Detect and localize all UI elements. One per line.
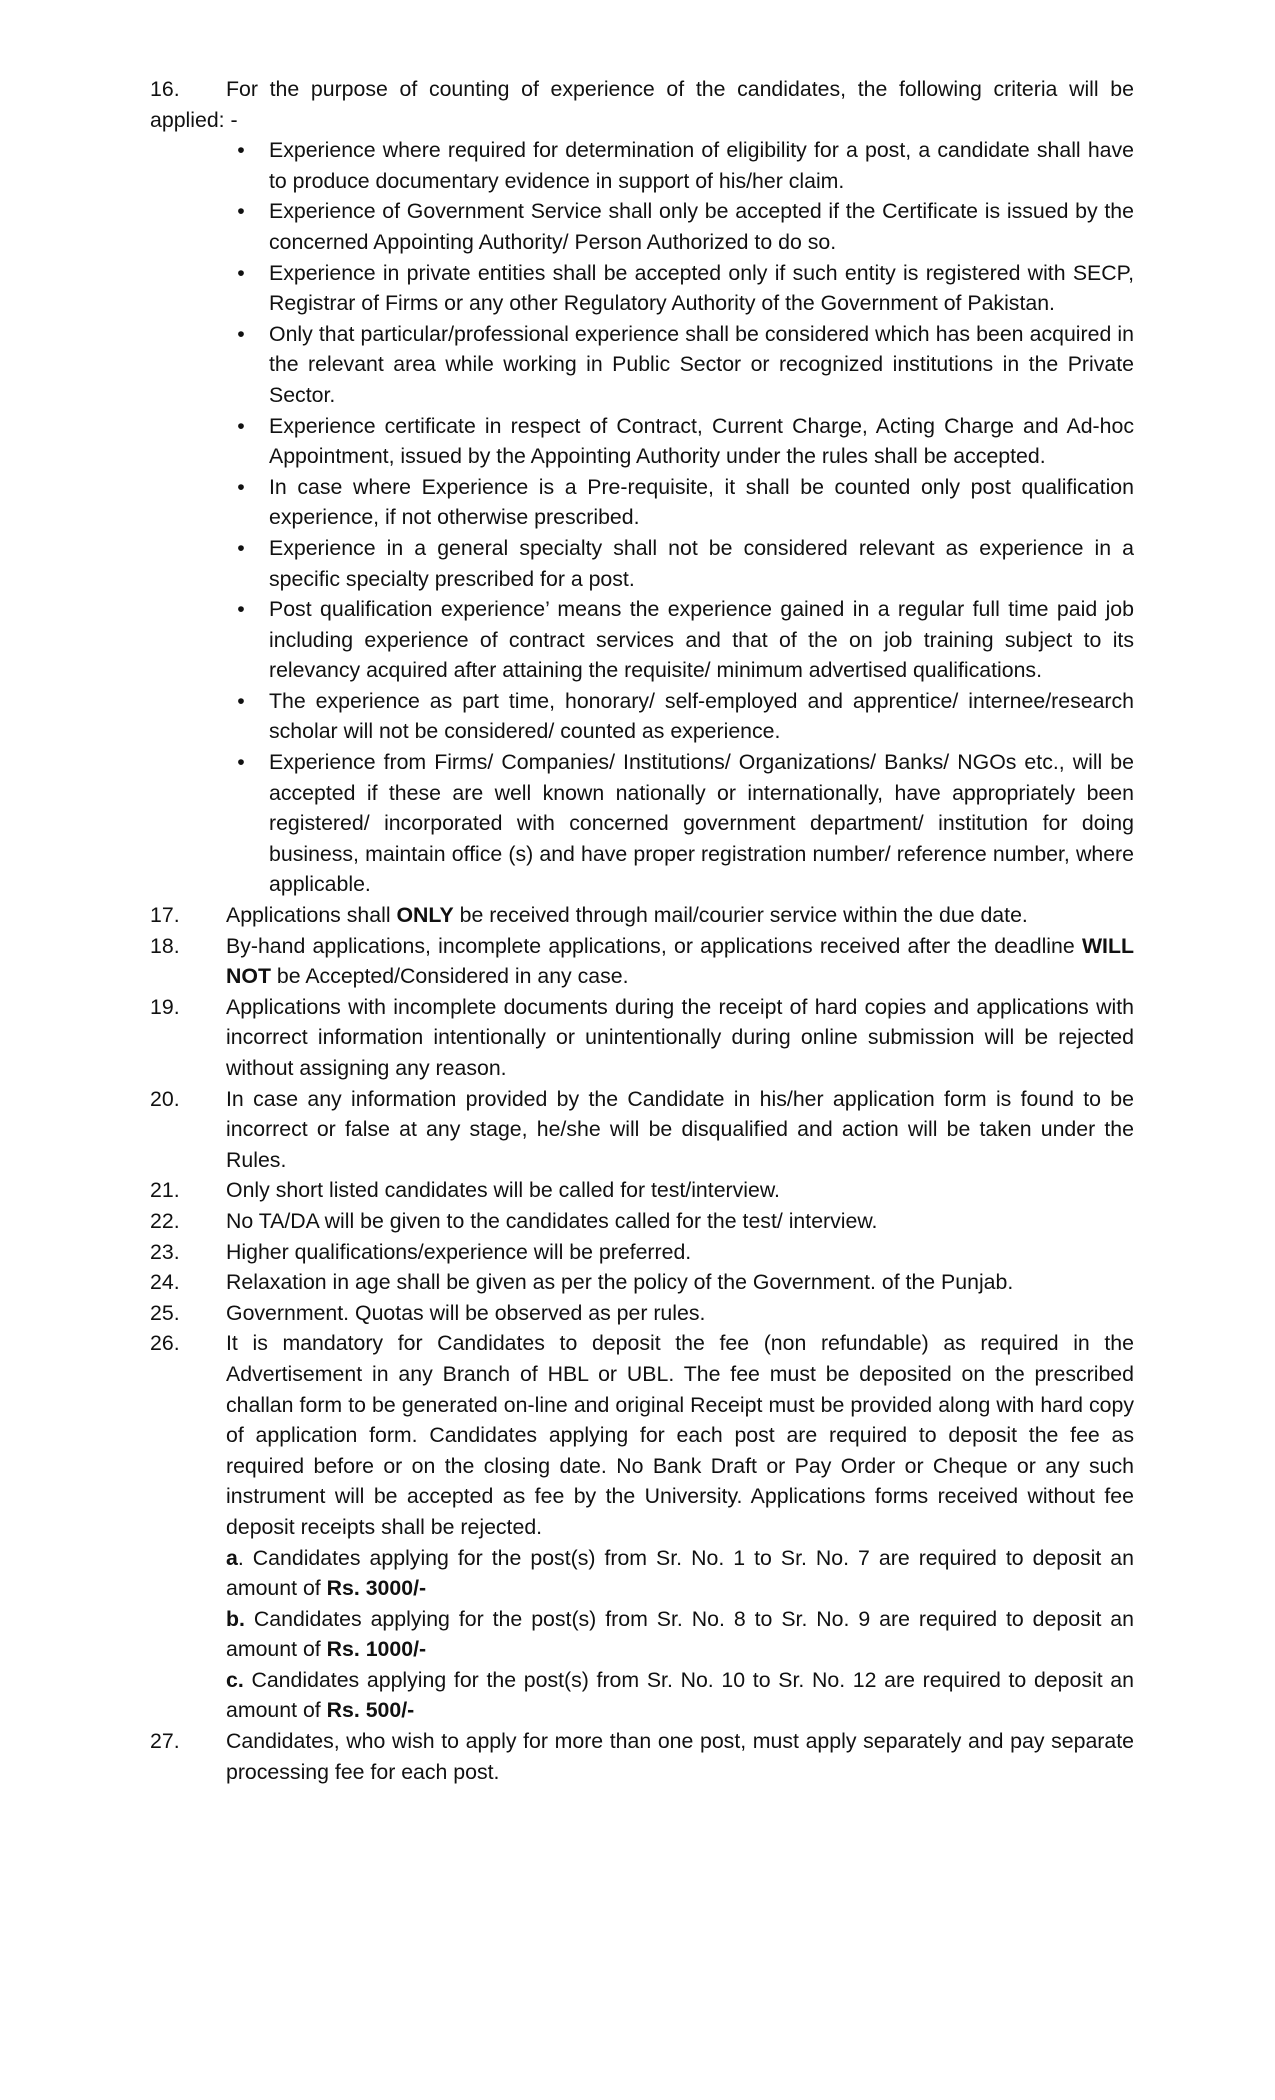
clause-number: 24. (150, 1270, 180, 1295)
list-item: • Experience where required for determination of eligibility for a post, a candidate shall have to produce documentary evidence in support of his/her claim. (150, 135, 1134, 196)
clause-text: Relaxation in age shall be given as per the policy of the Government. of the Punjab. (226, 1270, 1014, 1295)
clause-18 (150, 931, 1134, 992)
clause-17 (150, 900, 1134, 931)
bullet-icon: • (237, 474, 245, 499)
clause-text: Applications with incomplete documents during the receipt of hard copies and applications with incorrect information intentionally or unintentionally during online submission will be rejected without assigning any reason. (226, 994, 1134, 1080)
clause-text: No TA/DA will be given to the candidates called for the test/ interview. (226, 1208, 878, 1233)
clause-text: Applications shall ONLY be received through mail/courier service within the due date. (226, 903, 1028, 928)
clause-number: 23. (150, 1239, 180, 1264)
list-item: • Experience certificate in respect of Contract, Current Charge, Acting Charge and Ad-hoc Appointment, issued by the Appointing Authority under the rules shall be accepted. (150, 411, 1134, 472)
clause-number: 27. (150, 1729, 180, 1754)
clause-text: For the purpose of counting of experience of the candidates, the following criteria will be applied: - (150, 77, 1134, 132)
clause-number: 19. (150, 994, 180, 1019)
document-page (150, 74, 1134, 1787)
list-item: • Only that particular/professional experience shall be considered which has been acquired in the relevant area while working in Public Sector or recognized institutions in the Private Sector. (150, 319, 1134, 411)
clause-number: 18. (150, 933, 180, 958)
bullet-icon: • (237, 597, 245, 622)
clause-text: Only short listed candidates will be called for test/interview. (226, 1178, 780, 1203)
experience-criteria-list (150, 135, 1134, 900)
clause-22 (150, 1206, 1134, 1237)
bullet-icon: • (237, 535, 245, 560)
list-item: • Post qualification experience’ means the experience gained in a regular full time paid job including experience of contract services and that of the on job training subject to its relevancy acquired after attaining the requisite/ minimum advertised qualifications. (150, 594, 1134, 686)
list-item: • Experience of Government Service shall only be accepted if the Certificate is issued by the concerned Appointing Authority/ Person Authorized to do so. (150, 196, 1134, 257)
clause-text: Higher qualifications/experience will be preferred. (226, 1239, 692, 1264)
fee-sub-item-b: b. Candidates applying for the post(s) from Sr. No. 8 to Sr. No. 9 are required to deposit an amount of Rs. 1000/- (226, 1606, 1134, 1662)
clause-25 (150, 1298, 1134, 1329)
clause-number: 26. (150, 1331, 180, 1356)
clause-number: 17. (150, 903, 180, 928)
clause-number: 21. (150, 1178, 180, 1203)
list-item: • In case where Experience is a Pre-requisite, it shall be counted only post qualification experience, if not otherwise prescribed. (150, 472, 1134, 533)
clause-26 (150, 1328, 1134, 1726)
clause-20 (150, 1084, 1134, 1176)
clause-number: 20. (150, 1086, 180, 1111)
clause-16 (150, 74, 1134, 135)
bullet-icon: • (237, 199, 245, 224)
fee-sub-item-c: c. Candidates applying for the post(s) from Sr. No. 10 to Sr. No. 12 are required to deposit an amount of Rs. 500/- (226, 1667, 1134, 1723)
fee-sub-item-a: a. Candidates applying for the post(s) from Sr. No. 1 to Sr. No. 7 are required to deposit an amount of Rs. 3000/- (226, 1545, 1134, 1601)
list-item: • The experience as part time, honorary/ self-employed and apprentice/ internee/research scholar will not be considered/ counted as experience. (150, 686, 1134, 747)
bullet-icon: • (237, 688, 245, 713)
bullet-icon: • (237, 321, 245, 346)
clause-24 (150, 1267, 1134, 1298)
clause-number: 25. (150, 1300, 180, 1325)
clause-text: By-hand applications, incomplete applications, or applications received after the deadline WILL NOT be Accepted/Considered in any case. (226, 933, 1134, 989)
clause-text: Candidates, who wish to apply for more than one post, must apply separately and pay separate processing fee for each post. (226, 1729, 1134, 1784)
clause-19 (150, 992, 1134, 1084)
list-item: • Experience from Firms/ Companies/ Institutions/ Organizations/ Banks/ NGOs etc., will be accepted if these are well known nationally or internationally, have appropriately been registered/ incorporated with concerned government department/ institution for doing business, maintain office (s) and have proper registration number/ reference number, where applicable. (150, 747, 1134, 900)
clause-text: In case any information provided by the Candidate in his/her application form is found to be incorrect or false at any stage, he/she will be disqualified and action will be taken under the Rules. (226, 1086, 1134, 1172)
clause-21 (150, 1175, 1134, 1206)
clause-text: Government. Quotas will be observed as per rules. (226, 1300, 706, 1325)
clause-number: 22. (150, 1208, 180, 1233)
clause-23 (150, 1237, 1134, 1268)
bullet-icon: • (237, 138, 245, 163)
clause-27 (150, 1726, 1134, 1787)
bullet-icon: • (237, 260, 245, 285)
list-item: • Experience in private entities shall be accepted only if such entity is registered with SECP, Registrar of Firms or any other Regulatory Authority of the Government of Pakistan. (150, 258, 1134, 319)
bullet-icon: • (237, 413, 245, 438)
list-item: • Experience in a general specialty shall not be considered relevant as experience in a specific specialty prescribed for a post. (150, 533, 1134, 594)
clause-number: 16. (150, 77, 180, 101)
bullet-icon: • (237, 750, 245, 775)
clause-text: It is mandatory for Candidates to deposit the fee (non refundable) as required in the Advertisement in any Branch of HBL or UBL. The fee must be deposited on the prescribed challan form to be generated on-line and original Receipt must be provided along with hard copy of application form. Candidates applying for each post are required to deposit the fee as required before or on the closing date. No Bank Draft or Pay Order or Cheque or any such instrument will be accepted as fee by the University. Applications forms received without fee deposit receipts shall be rejected. a. Candidates applying for the post(s) from Sr. No. 1 to Sr. No. 7 are required to deposit an amount of Rs. 3000/- b. Candidates applying for the post(s) from Sr. No. 8 to Sr. No. 9 are required to deposit an amount of Rs. 1000/- c. Candidates applying for the post(s) from Sr. No. 10 to Sr. No. 12 are required to deposit an amount of Rs. 500/- (226, 1328, 1134, 1726)
